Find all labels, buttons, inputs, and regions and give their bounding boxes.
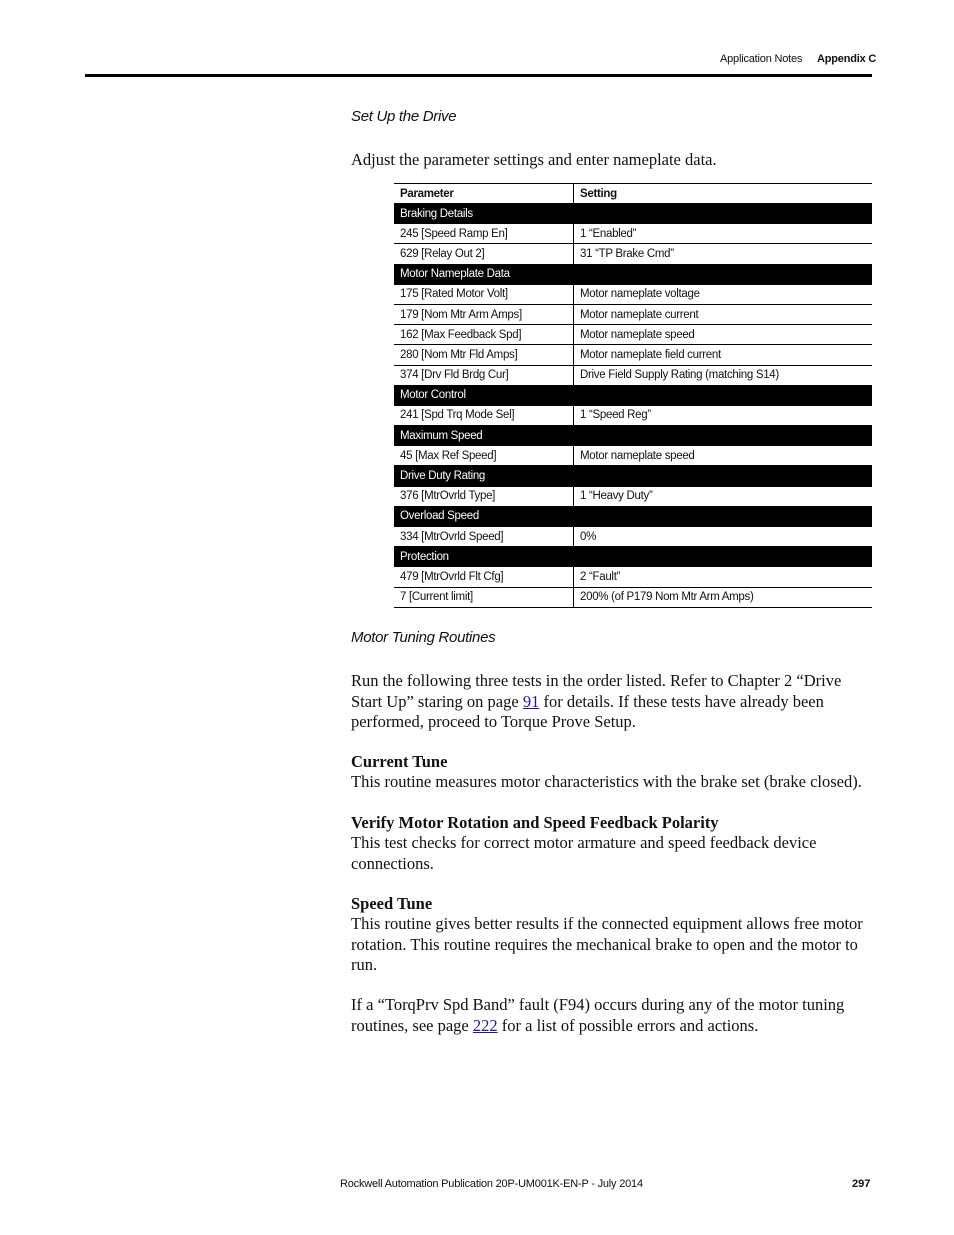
setting-cell: 1 “Enabled” [574,224,873,244]
verify-rotation-text: This test checks for correct motor armature and speed feedback device connections. [351,833,817,873]
table-row [394,567,872,587]
parameter-cell: 280 [Nom Mtr Fld Amps] [394,345,574,365]
table-row [394,325,872,345]
table-header-row [394,184,872,204]
parameter-cell: 245 [Speed Ramp En] [394,224,574,244]
setting-cell: Motor nameplate speed [574,325,873,345]
table-row [394,527,872,547]
table-row [394,587,872,607]
table-group-row [394,506,872,526]
table-row [394,244,872,264]
table-group-row [394,547,872,567]
table-row [394,446,872,466]
table-group-row [394,466,872,486]
table-body [394,204,872,608]
current-tune-title: Current Tune [351,752,448,771]
parameter-cell: 241 [Spd Trq Mode Sel] [394,405,574,425]
group-label: Braking Details [394,204,872,224]
table-row [394,486,872,506]
setting-cell: 1 “Speed Reg” [574,405,873,425]
group-label: Motor Nameplate Data [394,264,872,284]
setting-cell: 1 “Heavy Duty” [574,486,873,506]
fault-note-text-end: for a list of possible errors and actions. [497,1015,759,1035]
table-row [394,345,872,365]
table-group-row [394,264,872,284]
parameter-cell: 334 [MtrOvrld Speed] [394,527,574,547]
setting-cell: 0% [574,527,873,547]
group-label: Drive Duty Rating [394,466,872,486]
table-group-row [394,385,872,405]
table-group-row [394,426,872,446]
header-rule [85,74,872,77]
parameter-cell: 7 [Current limit] [394,587,574,607]
verify-rotation-title: Verify Motor Rotation and Speed Feedback Polarity [351,813,719,832]
setting-cell: Drive Field Supply Rating (matching S14) [574,365,873,385]
page-number: 297 [852,1178,871,1190]
page-link-222[interactable]: 222 [472,1015,498,1035]
parameter-cell: 374 [Drv Fld Brdg Cur] [394,365,574,385]
parameter-cell: 162 [Max Feedback Spd] [394,325,574,345]
table-row [394,405,872,425]
group-label: Overload Speed [394,506,872,526]
tuning-heading: Motor Tuning Routines [351,629,496,646]
table-group-row [394,204,872,224]
footer-publication: Rockwell Automation Publication 20P-UM001K-EN-P - July 2014 [340,1178,643,1190]
table-row [394,284,872,304]
parameter-cell: 175 [Rated Motor Volt] [394,284,574,304]
parameter-cell: 479 [MtrOvrld Flt Cfg] [394,567,574,587]
parameter-cell: 629 [Relay Out 2] [394,244,574,264]
tuning-intro-text: Run the following three tests in the order listed. Refer to Chapter 2 “Drive Start Up” staring on page [351,671,842,711]
speed-tune-text: This routine gives better results if the connected equipment allows free motor rotation. This routine requires the mechanical brake to open and the motor to run. [351,914,863,974]
column-header-parameter: Parameter [394,184,574,204]
parameter-cell: 376 [MtrOvrld Type] [394,486,574,506]
column-header-setting: Setting [574,184,873,204]
tuning-intro-text-end: for details. If these tests have already been performed, proceed to Torque Prove Setup. [351,691,824,731]
page-link-91[interactable]: 91 [522,691,540,711]
set-up-intro: Adjust the parameter settings and enter nameplate data. [351,150,717,169]
group-label: Maximum Speed [394,426,872,446]
setting-cell: Motor nameplate current [574,304,873,324]
parameter-cell: 45 [Max Ref Speed] [394,446,574,466]
table-row [394,224,872,244]
fault-note-text: If a “TorqPrv Spd Band” fault (F94) occurs during any of the motor tuning routines, see page [351,995,845,1035]
setting-cell: Motor nameplate voltage [574,284,873,304]
current-tune-text: This routine measures motor characteristics with the brake set (brake closed). [351,772,862,791]
table-row [394,304,872,324]
parameter-table [394,183,872,608]
running-header-appendix: Appendix C [817,53,877,65]
table-row [394,365,872,385]
parameter-cell: 179 [Nom Mtr Arm Amps] [394,304,574,324]
speed-tune-title: Speed Tune [351,894,433,913]
tuning-intro [351,671,873,733]
setting-cell: 2 “Fault” [574,567,873,587]
setting-cell: Motor nameplate speed [574,446,873,466]
group-label: Motor Control [394,385,872,405]
setting-cell: 31 “TP Brake Cmd” [574,244,873,264]
fault-note [351,995,873,1036]
group-label: Protection [394,547,872,567]
setting-cell: 200% (of P179 Nom Mtr Arm Amps) [574,587,873,607]
set-up-heading: Set Up the Drive [351,108,457,125]
running-header-section: Application Notes [720,53,803,65]
setting-cell: Motor nameplate field current [574,345,873,365]
